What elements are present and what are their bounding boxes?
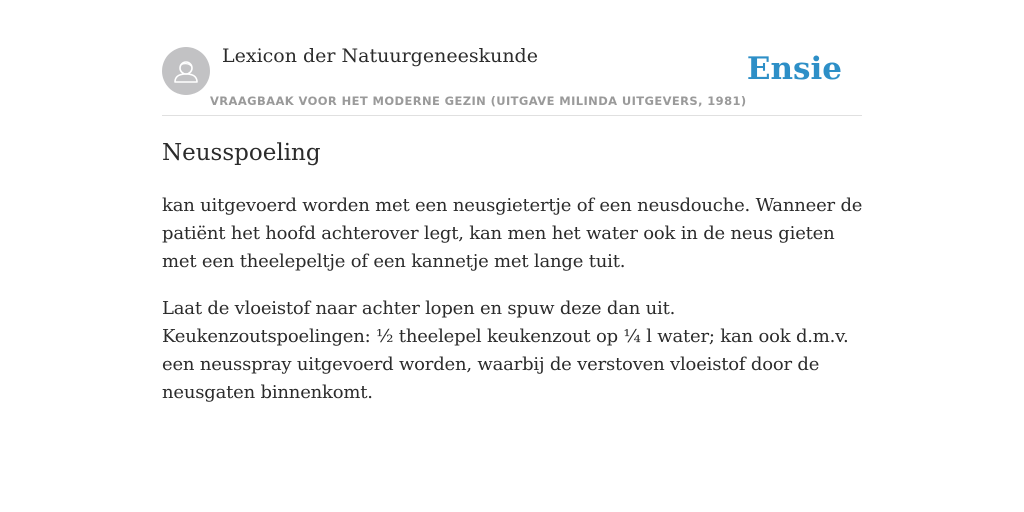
source-subtitle: VRAAGBAAK VOOR HET MODERNE GEZIN (UITGAVE MILINDA UITGEVERS, 1981) xyxy=(210,94,747,108)
user-avatar-icon[interactable] xyxy=(162,47,210,95)
source-header xyxy=(162,36,862,116)
entry-paragraph: Laat de vloeistof naar achter lopen en spuw deze dan uit. Keukenzoutspoelingen: ½ theelepel keukenzout op ¼ l water; kan ook d.m.v. een neusspray uitgevoerd worden, waarbij de verstoven vloeistof door de neusgaten binnenkomt. xyxy=(162,298,849,403)
user-outline-icon xyxy=(162,47,210,95)
entry-paragraph: kan uitgevoerd worden met een neusgietertje of een neusdouche. Wanneer de patiënt het hoofd achterover legt, kan men het water ook in de neus gieten met een theelepeltje of een kannetje met lange tuit. xyxy=(162,195,863,272)
entry-content xyxy=(162,192,864,426)
brand-logo[interactable]: Ensie xyxy=(746,51,842,87)
entry-title: Neusspoeling xyxy=(162,140,321,166)
source-title[interactable]: Lexicon der Natuurgeneeskunde xyxy=(222,45,538,67)
